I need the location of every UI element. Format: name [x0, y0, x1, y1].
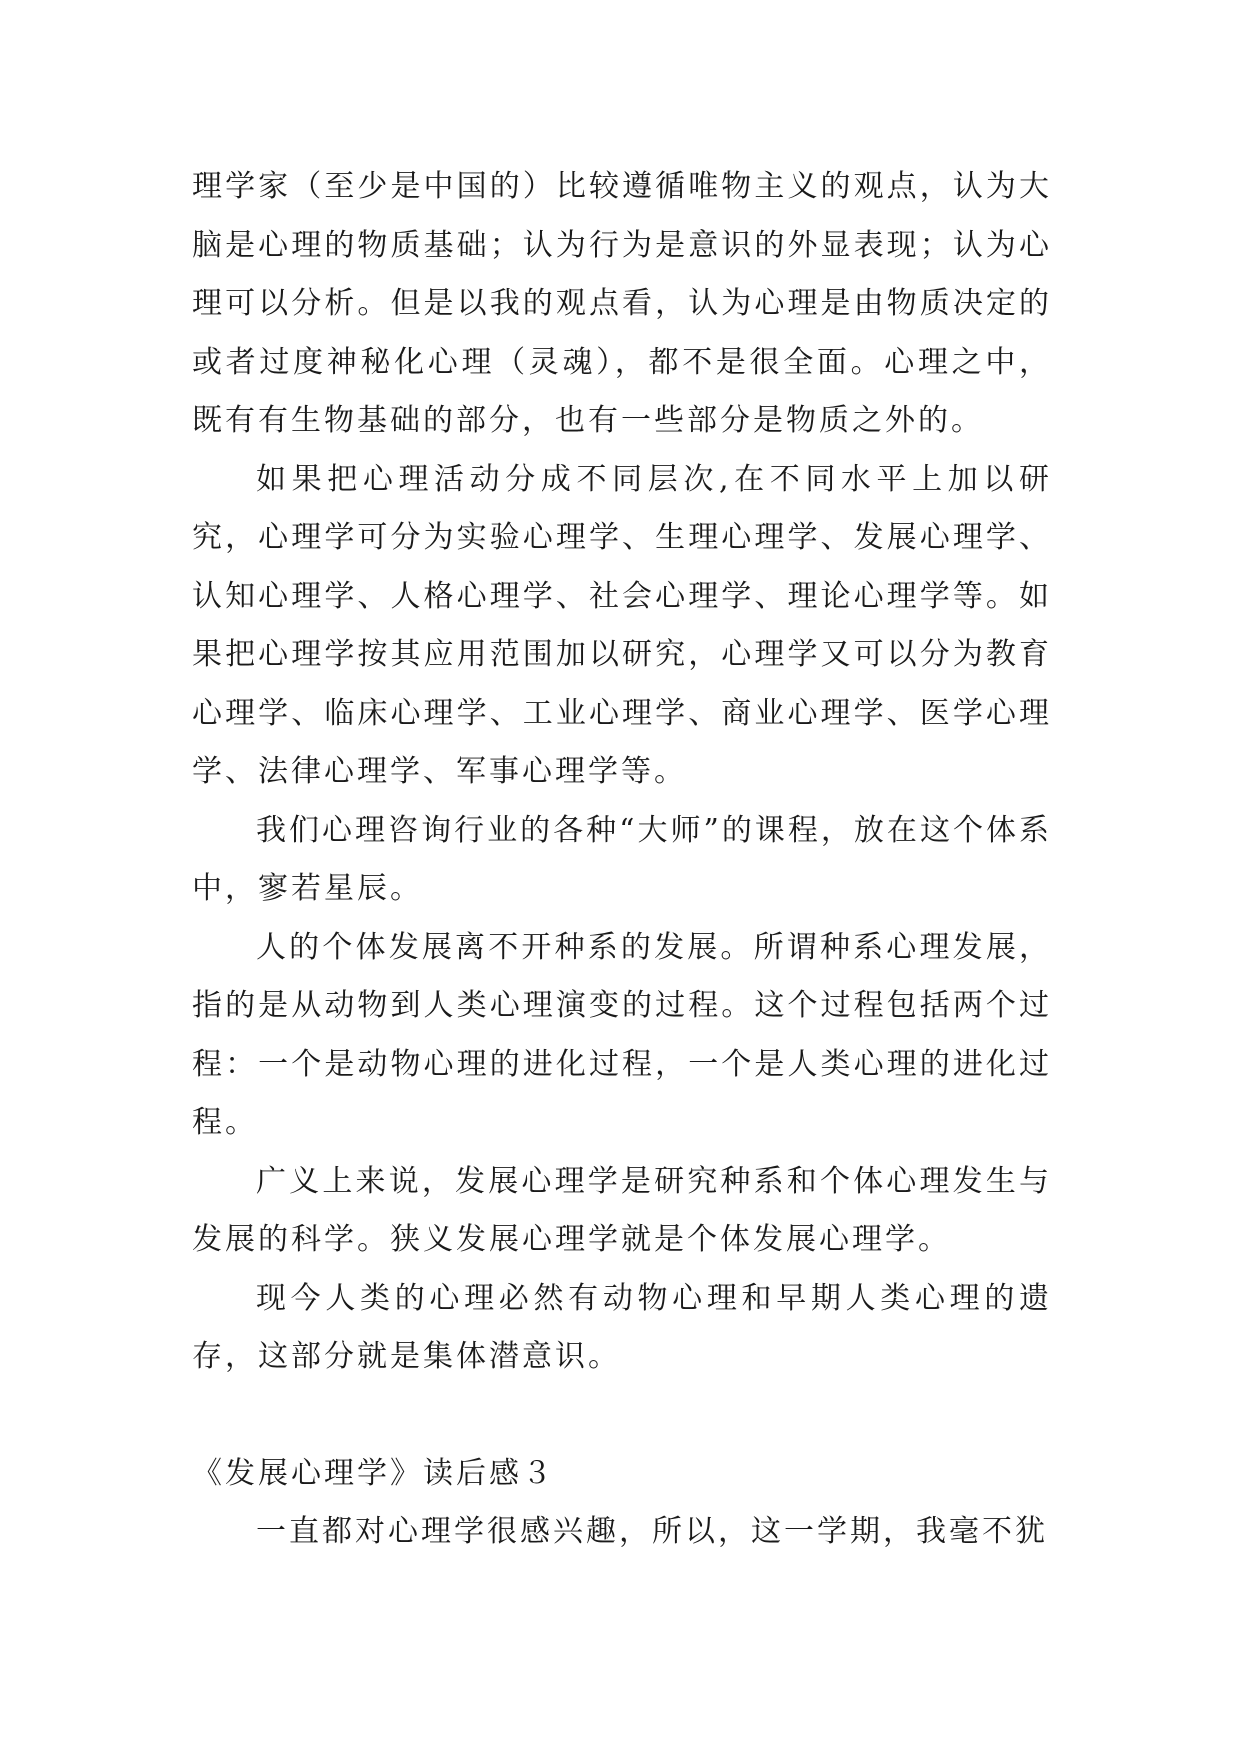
paragraph: 一直都对心理学很感兴趣，所以，这一学期，我毫不犹 — [256, 1514, 1048, 1549]
paragraph: 人的个体发展离不开种系的发展。所谓种系心理发展，指的是从动物到人类心理演变的过程。这个过程包括两个过程：一个是动物心理的进化过程，一个是人类心理的进化过程。 — [192, 929, 1052, 1140]
paragraph: 现今人类的心理必然有动物心理和早期人类心理的遗存，这部分就是集体潜意识。 — [192, 1280, 1052, 1374]
section-title: 《发展心理学》读后感３ — [192, 1455, 555, 1491]
paragraph: 广义上来说，发展心理学是研究种系和个体心理发生与发展的科学。狭义发展心理学就是个体发展心理学。 — [192, 1163, 1052, 1257]
paragraph: 我们心理咨询行业的各种“大师”的课程，放在这个体系中，寥若星辰。 — [192, 812, 1052, 906]
paragraph: 如果把心理活动分成不同层次,在不同水平上加以研究，心理学可分为实验心理学、生理心理学、发展心理学、认知心理学、人格心理学、社会心理学、理论心理学等。如果把心理学按其应用范围加以研究，心理学又可以分为教育心理学、临床心理学、工业心理学、商业心理学、医学心理学、法律心理学、军事心理学等。 — [192, 461, 1052, 789]
document-body — [192, 158, 1052, 1562]
paragraph: 理学家（至少是中国的）比较遵循唯物主义的观点，认为大脑是心理的物质基础；认为行为是意识的外显表现；认为心理可以分析。但是以我的观点看，认为心理是由物质决定的或者过度神秘化心理（灵魂），都不是很全面。心理之中，既有有生物基础的部分，也有一些部分是物质之外的。 — [192, 169, 1052, 438]
